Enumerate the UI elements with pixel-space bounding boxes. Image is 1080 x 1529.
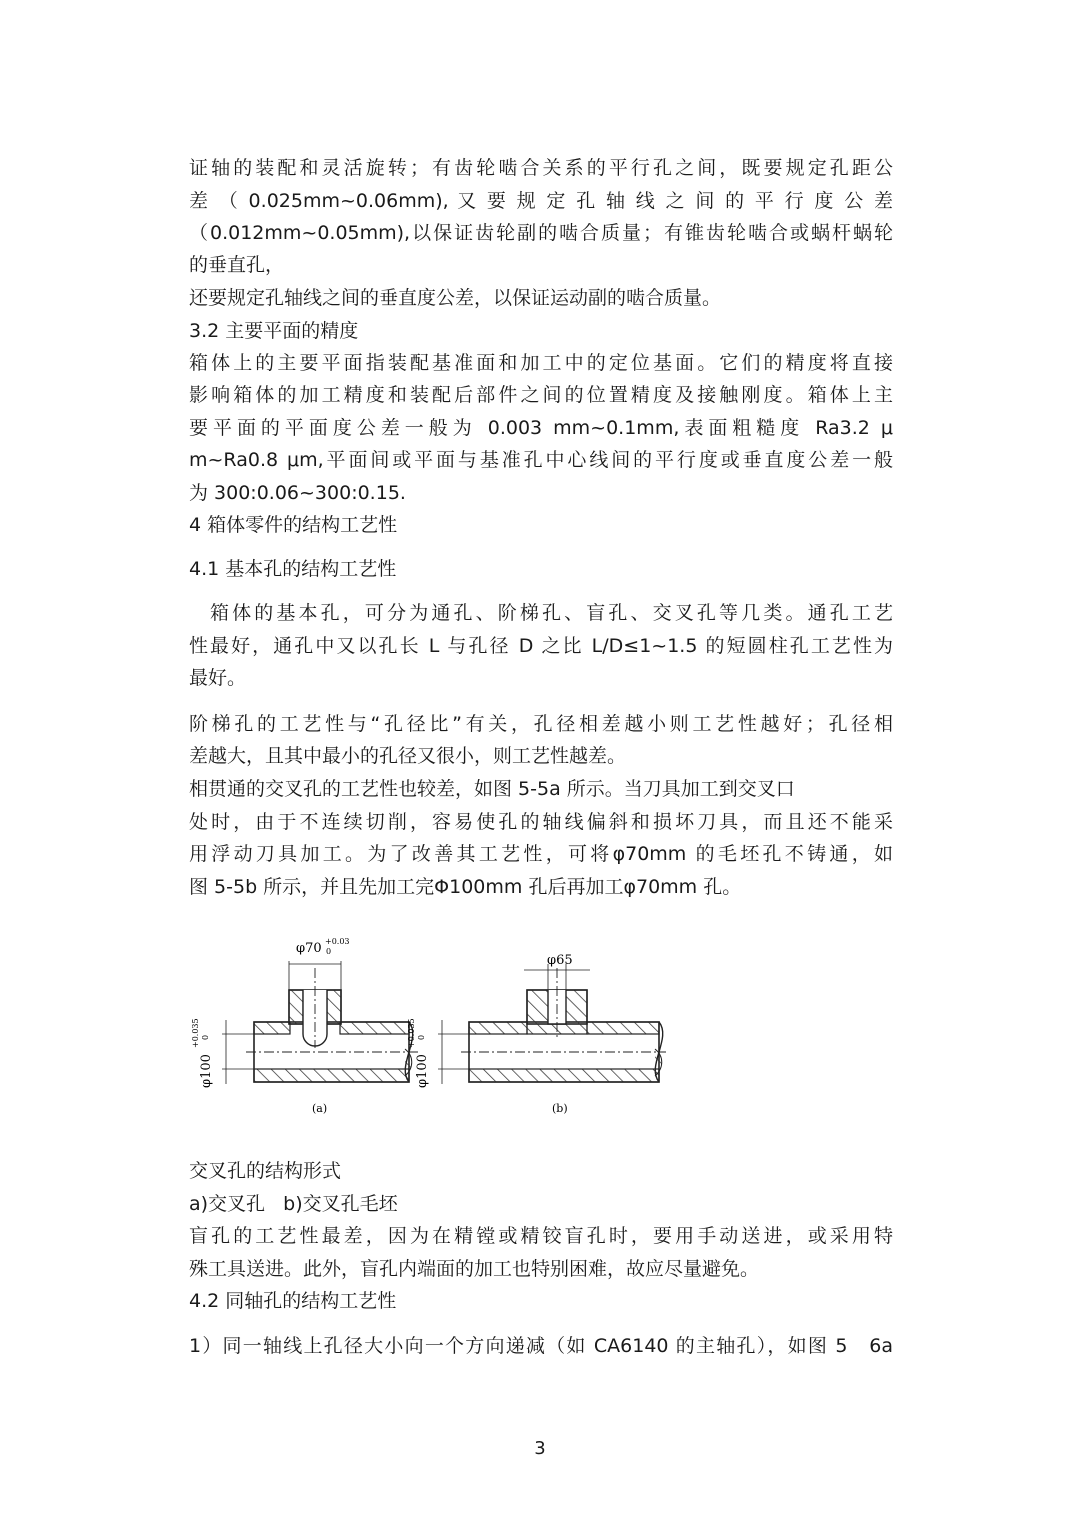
figure-b-label: (b) <box>552 1102 568 1115</box>
figure-caption-sub: a)交叉孔 b)交叉孔毛坯 <box>189 1193 398 1215</box>
section-heading: 4 箱体零件的结构工艺性 <box>189 514 398 536</box>
page-number: 3 <box>534 1438 546 1459</box>
paragraph-line: 用浮动刀具加工。为了改善其工艺性，可将φ70mm 的毛坯孔不铸通，如 <box>189 843 893 865</box>
paragraph-line: 殊工具送进。此外，盲孔内端面的加工也特别困难，故应尽量避免。 <box>189 1258 760 1280</box>
paragraph-line: 差 （ 0.025mm~0.06mm), 又 要 规 定 孔 轴 线 之 间 的 平 行 度 公 差 <box>189 190 893 212</box>
dim-a-side-tol-lower: 0 <box>201 1034 210 1040</box>
paragraph-line: 为 300:0.06~300:0.15. <box>189 482 406 504</box>
dim-a-top: φ70 <box>296 941 322 956</box>
paragraph-line: m~Ra0.8 μm,平面间或平面与基准孔中心线间的平行度或垂直度公差一般 <box>189 449 893 471</box>
paragraph-line: 的垂直孔， <box>189 254 285 276</box>
dim-a-top-tol-upper: +0.03 <box>325 937 350 946</box>
figure-b <box>407 953 666 1115</box>
paragraph-line: 最好。 <box>189 667 247 689</box>
paragraph-line: 影响箱体的加工精度和装配后部件之间的位置精度及接触刚度。箱体上主 <box>189 384 893 406</box>
paragraph-line: 阶梯孔的工艺性与“孔径比”有关，孔径相差越小则工艺性越好；孔径相 <box>189 713 893 735</box>
figure-caption: 交叉孔的结构形式 <box>189 1160 342 1182</box>
dim-a-side-tol-upper: +0.035 <box>191 1018 200 1048</box>
section-heading: 4.1 基本孔的结构工艺性 <box>189 558 397 580</box>
paragraph-line: 处时，由于不连续切削，容易使孔的轴线偏斜和损坏刀具，而且还不能采 <box>189 811 893 833</box>
dim-a-side: φ100 <box>199 1054 214 1088</box>
paragraph-line: 性最好，通孔中又以孔长 L 与孔径 D 之比 L/D≤1~1.5 的短圆柱孔工艺性为 <box>189 635 893 657</box>
section-heading: 3.2 主要平面的精度 <box>189 320 359 342</box>
paragraph-line: 箱体上的主要平面指装配基准面和加工中的定位基面。它们的精度将直接 <box>189 352 893 374</box>
paragraph-line: 1）同一轴线上孔径大小向一个方向递减（如 CA6140 的主轴孔），如图 5 6a <box>189 1335 893 1357</box>
dim-a-top-tol-lower: 0 <box>326 947 332 956</box>
paragraph-line: 图 5-5b 所示，并且先加工完Φ100mm 孔后再加工φ70mm 孔。 <box>189 876 742 898</box>
paragraph-line: 证轴的装配和灵活旋转；有齿轮啮合关系的平行孔之间，既要规定孔距公 <box>189 157 893 179</box>
dim-b-top: φ65 <box>547 953 573 968</box>
paragraph-line: 相贯通的交叉孔的工艺性也较差，如图 5-5a 所示。当刀具加工到交叉口 <box>189 778 795 800</box>
paragraph-line: 差越大，且其中最小的孔径又很小，则工艺性越差。 <box>189 745 627 767</box>
paragraph-line: （0.012mm~0.05mm),以保证齿轮副的啮合质量；有锥齿轮啮合或蜗杆蜗轮 <box>189 222 893 244</box>
figure-a <box>191 937 418 1115</box>
paragraph-line: 要平面的平面度公差一般为 0.003 mm~0.1mm,表面粗糙度 Ra3.2 μ <box>189 417 893 439</box>
paragraph-line: 箱体的基本孔，可分为通孔、阶梯孔、盲孔、交叉孔等几类。通孔工艺 <box>210 602 893 624</box>
paragraph-line: 还要规定孔轴线之间的垂直度公差，以保证运动副的啮合质量。 <box>189 287 722 309</box>
section-heading: 4.2 同轴孔的结构工艺性 <box>189 1290 397 1312</box>
dim-b-side-tol-upper: +0.035 <box>407 1018 416 1048</box>
dim-b-side: φ100 <box>415 1054 430 1088</box>
cross-hole-figure <box>186 928 666 1118</box>
figure-a-label: (a) <box>312 1102 328 1115</box>
dim-b-side-tol-lower: 0 <box>417 1034 426 1040</box>
paragraph-line: 盲孔的工艺性最差，因为在精镗或精铰盲孔时，要用手动送进，或采用特 <box>189 1225 893 1247</box>
